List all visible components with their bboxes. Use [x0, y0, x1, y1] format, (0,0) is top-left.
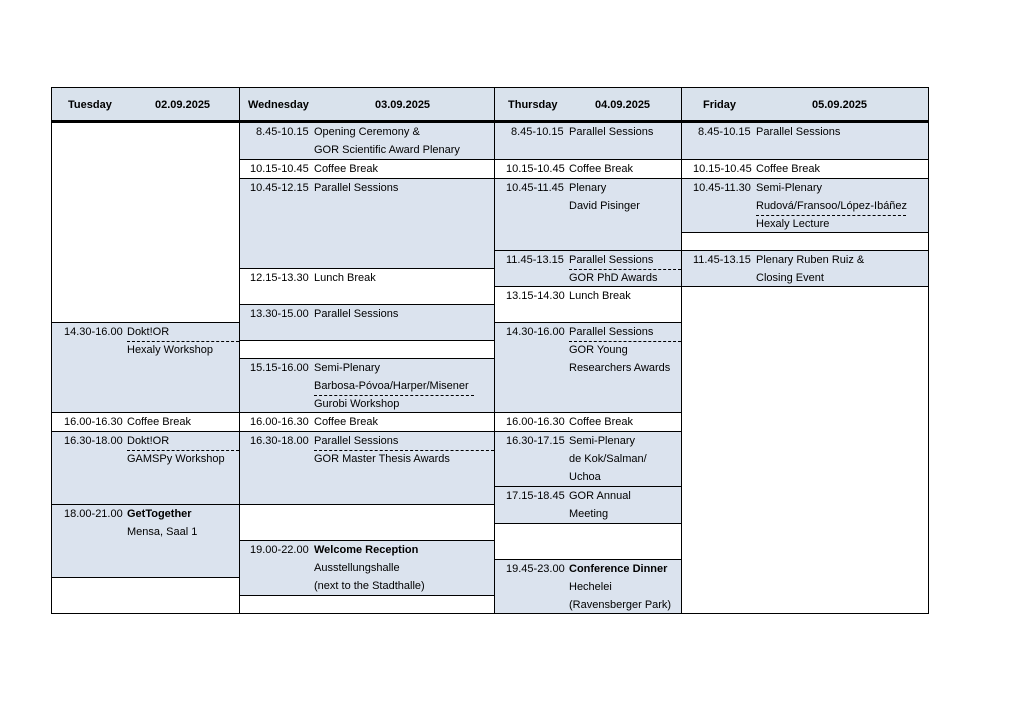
- session-title: Lunch Break: [314, 272, 376, 284]
- session-time: 10.45-12.15: [250, 182, 309, 194]
- session-time: 8.45-10.15: [256, 126, 309, 138]
- session-time: 16.30-18.00: [250, 435, 309, 447]
- session-title: Coffee Break: [756, 163, 821, 175]
- session-sub: Closing Event: [756, 272, 824, 284]
- session-sub: Barbosa-Póvoa/Harper/Misener: [314, 380, 469, 392]
- session-sub2: Gurobi Workshop: [314, 398, 400, 410]
- session-sub: GOR Master Thesis Awards: [314, 453, 450, 465]
- day-name: Friday: [703, 99, 737, 111]
- session-time: 8.45-10.15: [698, 126, 751, 138]
- day-name: Tuesday: [68, 99, 112, 111]
- session-time: 16.00-16.30: [250, 416, 309, 428]
- session-time: 14.30-16.00: [64, 326, 123, 338]
- session-sub: GAMSPy Workshop: [127, 453, 225, 465]
- session-sub2: Hexaly Lecture: [756, 218, 830, 230]
- session-title: Semi-Plenary: [314, 362, 381, 374]
- session-sub: GOR PhD Awards: [569, 272, 658, 284]
- session-title: Coffee Break: [314, 416, 379, 428]
- session-sub: Mensa, Saal 1: [127, 526, 198, 538]
- session-title: Parallel Sessions: [756, 126, 841, 138]
- session-time: 16.30-18.00: [64, 435, 123, 447]
- session-time: 10.45-11.45: [506, 182, 564, 194]
- session-sub: Rudová/Fransoo/López-Ibáñez: [756, 200, 908, 212]
- session-sub2: (Ravensberger Park): [569, 599, 672, 611]
- session-time: 11.45-13.15: [693, 254, 751, 266]
- session-title: Conference Dinner: [569, 563, 668, 575]
- day-date: 02.09.2025: [155, 99, 211, 111]
- session-sub: de Kok/Salman/: [569, 453, 647, 465]
- session-title: Coffee Break: [127, 416, 192, 428]
- session-title: Dokt!OR: [127, 435, 170, 447]
- session-time: 10.15-10.45: [250, 163, 309, 175]
- session-title: Dokt!OR: [127, 326, 170, 338]
- day-date: 05.09.2025: [812, 99, 868, 111]
- session-time: 13.15-14.30: [506, 290, 565, 302]
- session-sub: Hechelei: [569, 581, 612, 593]
- session-title: Coffee Break: [314, 163, 379, 175]
- session-title: Opening Ceremony &: [314, 126, 420, 138]
- session-title: Welcome Reception: [314, 544, 419, 556]
- session-sub: Ausstellungshalle: [314, 562, 400, 574]
- session-title: Parallel Sessions: [569, 326, 654, 338]
- session-title: Coffee Break: [569, 416, 634, 428]
- session-time: 10.45-11.30: [693, 182, 751, 194]
- session-title: Lunch Break: [569, 290, 631, 302]
- session-time: 19.00-22.00: [250, 544, 309, 556]
- session-sub: GOR Scientific Award Plenary: [314, 144, 460, 156]
- session-time: 17.15-18.45: [506, 490, 565, 502]
- session-title: Plenary Ruben Ruiz &: [756, 254, 865, 266]
- day-date: 03.09.2025: [375, 99, 431, 111]
- session-time: 10.15-10.45: [693, 163, 752, 175]
- session-title: GOR Annual: [569, 490, 631, 502]
- session-title: Parallel Sessions: [569, 254, 654, 266]
- session-title: Parallel Sessions: [314, 435, 399, 447]
- session-title: Coffee Break: [569, 163, 634, 175]
- session-title: Parallel Sessions: [314, 182, 399, 194]
- session-title: Semi-Plenary: [756, 182, 823, 194]
- session-sub: Hexaly Workshop: [127, 344, 213, 356]
- session-time: 19.45-23.00: [506, 563, 565, 575]
- session-time: 15.15-16.00: [250, 362, 309, 374]
- session-sub: Meeting: [569, 508, 609, 520]
- session-sub2: Uchoa: [569, 471, 601, 483]
- day-date: 04.09.2025: [595, 99, 651, 111]
- day-name: Thursday: [508, 99, 558, 111]
- session-sub2: Researchers Awards: [569, 362, 671, 374]
- day-name: Wednesday: [248, 99, 309, 111]
- session-time: 12.15-13.30: [250, 272, 309, 284]
- session-time: 18.00-21.00: [64, 508, 123, 520]
- session-time: 16.00-16.30: [64, 416, 123, 428]
- session-time: 14.30-16.00: [506, 326, 565, 338]
- session-time: 10.15-10.45: [506, 163, 565, 175]
- session-time: 16.00-16.30: [506, 416, 565, 428]
- session-time: 8.45-10.15: [511, 126, 564, 138]
- session-title: Plenary: [569, 182, 607, 194]
- session-time: 16.30-17.15: [506, 435, 565, 447]
- session-title: GetTogether: [127, 508, 192, 520]
- schedule-table-frame: [51, 87, 929, 614]
- session-title: Parallel Sessions: [569, 126, 654, 138]
- session-time: 13.30-15.00: [250, 308, 309, 320]
- session-title: Parallel Sessions: [314, 308, 399, 320]
- session-time: 11.45-13.15: [506, 254, 564, 266]
- session-title: Semi-Plenary: [569, 435, 636, 447]
- session-sub: GOR Young: [569, 344, 628, 356]
- session-sub: David Pisinger: [569, 200, 640, 212]
- session-sub2: (next to the Stadthalle): [314, 580, 425, 592]
